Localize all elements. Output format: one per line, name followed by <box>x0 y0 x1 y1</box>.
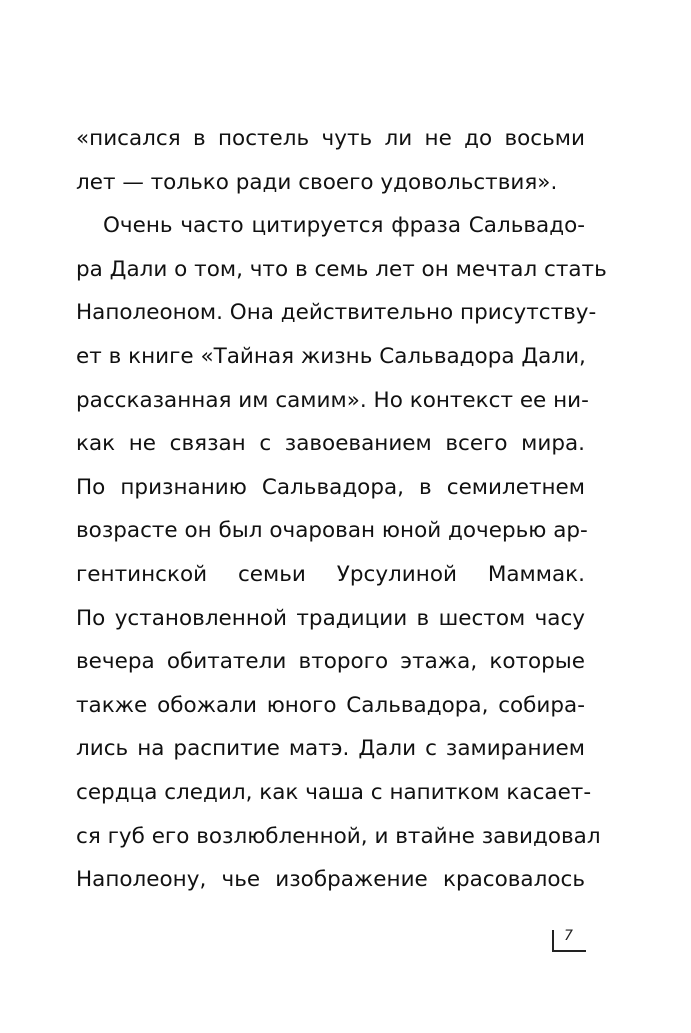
text-line: ра Дали о том, что в семь лет он мечтал стать <box>76 256 607 282</box>
folio-rule <box>552 950 586 952</box>
text-line: По признанию Сальвадора, в семилетнем <box>76 474 585 500</box>
text-line: Очень часто цитируется фраза Сальвадо- <box>103 213 585 239</box>
text-line: как не связан с завоеванием всего мира. <box>76 431 585 457</box>
text-line: сердца следил, как чаша с напитком касает- <box>76 779 592 805</box>
text-line: лись на распитие матэ. Дали с замиранием <box>76 736 585 762</box>
text-line: ся губ его возлюбленной, и втайне завидовал <box>76 823 601 849</box>
text-line: Наполеону, чье изображение красовалось <box>76 867 585 893</box>
text-line: также обожали юного Сальвадора, собира- <box>76 692 585 718</box>
page-number-mark <box>552 926 586 954</box>
text-line: гентинской семьи Урсулиной Маммак. <box>76 561 585 587</box>
text-line: «писался в постель чуть ли не до восьми <box>76 126 585 151</box>
text-line: Наполеоном. Она действительно присутству- <box>76 300 597 326</box>
text-line: ет в книге «Тайная жизнь Сальвадора Дали, <box>76 343 586 369</box>
text-line: лет — только ради своего удовольствия». <box>76 169 558 195</box>
text-line: рассказанная им самим». Но контекст ее ни- <box>76 387 589 413</box>
text-line: возрасте он был очарован юной дочерью ар- <box>76 518 588 544</box>
text-line: вечера обитатели второго этажа, которые <box>76 649 585 675</box>
folio-bar <box>552 930 554 952</box>
page-number: 7 <box>564 928 573 944</box>
text-line: По установленной традиции в шестом часу <box>76 605 585 631</box>
body-text <box>76 117 607 902</box>
